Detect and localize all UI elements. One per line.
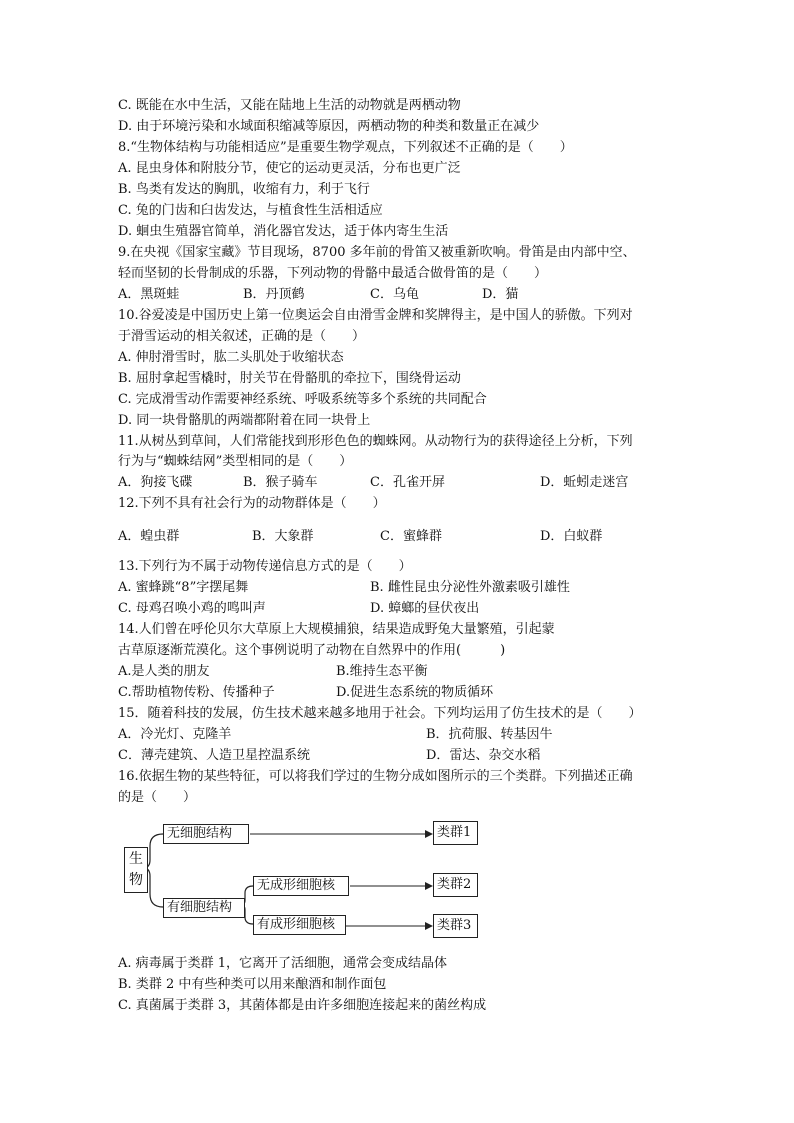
q10-option-a: A. 伸肘滑雪时，肱二头肌处于收缩状态	[118, 350, 344, 365]
q11-stem-line2: 行为与“蜘蛛结网”类型相同的是（ ）	[118, 454, 353, 469]
q15-option-b: B．抗荷服、转基因牛	[426, 727, 553, 742]
q8-option-d: D. 蛔虫生殖器官简单，消化器官发达，适于体内寄生生活	[118, 224, 449, 239]
q14-option-c: C.帮助植物传粉、传播种子	[118, 685, 275, 700]
q16-option-a: A. 病毒属于类群 1，它离开了活细胞，通常会变成结晶体	[118, 956, 448, 971]
q10-stem-line2: 于滑雪运动的相关叙述，正确的是（ ）	[118, 329, 366, 344]
q16-option-c: C. 真菌属于类群 3，其菌体都是由许多细胞连接起来的菌丝构成	[118, 998, 487, 1013]
q14-option-d: D.促进生态系统的物质循环	[336, 685, 494, 700]
q15-option-c: C．薄壳建筑、人造卫星控温系统	[118, 748, 310, 763]
q13-stem: 13.下列行为不属于动物传递信息方式的是（ ）	[118, 559, 412, 574]
q12-option-d: D．白蚁群	[540, 529, 603, 544]
diagram-no-nucleus-box: 无成形细胞核	[253, 876, 349, 896]
q15-option-d: D．雷达、杂交水稻	[426, 748, 541, 763]
q7-option-d: D. 由于环境污染和水域面积缩减等原因，两栖动物的种类和数量正在减少	[118, 119, 540, 134]
q11-option-d: D．蚯蚓走迷宫	[540, 475, 629, 490]
q10-option-b: B. 屈肘拿起雪橇时，肘关节在骨骼肌的牵拉下，围绕骨运动	[118, 371, 461, 386]
q13-option-d: D. 蟑螂的昼伏夜出	[370, 601, 480, 616]
q12-stem: 12.下列不具有社会行为的动物群体是（ ）	[118, 496, 386, 511]
q13-option-c: C. 母鸡召唤小鸡的鸣叫声	[118, 601, 266, 616]
q11-option-a: A．狗接飞碟	[118, 475, 193, 490]
diagram-has-nucleus-box: 有成形细胞核	[253, 915, 346, 935]
q14-option-b: B.维持生态平衡	[336, 664, 428, 679]
q10-option-d: D. 同一块骨骼肌的两端都附着在同一块骨上	[118, 413, 371, 428]
q14-stem-line1: 14.人们曾在呼伦贝尔大草原上大规模捕狼，结果造成野兔大量繁殖，引起蒙	[118, 622, 555, 637]
q9-option-c: C．乌龟	[370, 287, 419, 302]
q8-stem: 8.“生物体结构与功能相适应”是重要生物学观点，下列叙述不正确的是（ ）	[118, 140, 573, 155]
q13-option-b: B. 雌性昆虫分泌性外激素吸引雄性	[370, 580, 570, 595]
q9-option-d: D．猫	[482, 287, 519, 302]
q16-option-b: B. 类群 2 中有些种类可以用来酿酒和制作面包	[118, 977, 387, 992]
diagram-group3-box: 类群3	[433, 914, 478, 938]
q12-option-b: B．大象群	[252, 529, 314, 544]
q8-option-b: B. 鸟类有发达的胸肌，收缩有力，利于飞行	[118, 182, 370, 197]
q9-option-a: A．黑斑蛙	[118, 287, 180, 302]
q9-stem-line1: 9.在央视《国家宝藏》节目现场，8700 多年前的骨笛又被重新吹响。骨笛是由内部中空、	[118, 245, 636, 260]
q10-stem-line1: 10.谷爱凌是中国历史上第一位奥运会自由滑雪金牌和奖牌得主，是中国人的骄傲。下列对	[118, 308, 633, 323]
q10-option-c: C. 完成滑雪动作需要神经系统、呼吸系统等多个系统的共同配合	[118, 392, 487, 407]
q12-option-c: C．蜜蜂群	[380, 529, 442, 544]
q11-stem-line1: 11.从树丛到草间，人们常能找到形形色色的蜘蛛网。从动物行为的获得途径上分析，下列	[118, 434, 633, 449]
diagram-has-cell-box: 有细胞结构	[163, 898, 245, 918]
q8-option-c: C. 兔的门齿和臼齿发达，与植食性生活相适应	[118, 203, 383, 218]
q14-option-a: A.是人类的朋友	[118, 664, 210, 679]
q16-stem-line2: 的是（ ）	[118, 790, 197, 805]
q14-stem-line2: 古草原逐渐荒漠化。这个事例说明了动物在自然界中的作用( )	[118, 643, 506, 658]
q15-option-a: A．冷光灯、克隆羊	[118, 727, 232, 742]
q12-option-a: A．蝗虫群	[118, 529, 180, 544]
q11-option-b: B．猴子骑车	[243, 475, 318, 490]
q8-option-a: A. 昆虫身体和附肢分节，使它的运动更灵活，分布也更广泛	[118, 161, 461, 176]
q9-stem-line2: 轻而坚韧的长骨制成的乐器，下列动物的骨骼中最适合做骨笛的是（ ）	[118, 266, 548, 281]
diagram-no-cell-box: 无细胞结构	[163, 824, 249, 844]
diagram-group2-box: 类群2	[433, 873, 478, 897]
diagram-root-box: 生物	[124, 847, 148, 893]
diagram-group1-box: 类群1	[433, 821, 478, 845]
q9-option-b: B．丹顶鹤	[243, 287, 305, 302]
q7-option-c: C. 既能在水中生活，又能在陆地上生活的动物就是两栖动物	[118, 98, 461, 113]
q15-stem: 15．随着科技的发展，仿生技术越来越多地用于社会。下列均运用了仿生技术的是（ ）	[118, 706, 642, 721]
q13-option-a: A. 蜜蜂跳“8”字摆尾舞	[118, 580, 249, 595]
q11-option-c: C．孔雀开屏	[370, 475, 445, 490]
q16-stem-line1: 16.依据生物的某些特征，可以将我们学过的生物分成如图所示的三个类群。下列描述正确	[118, 769, 633, 784]
